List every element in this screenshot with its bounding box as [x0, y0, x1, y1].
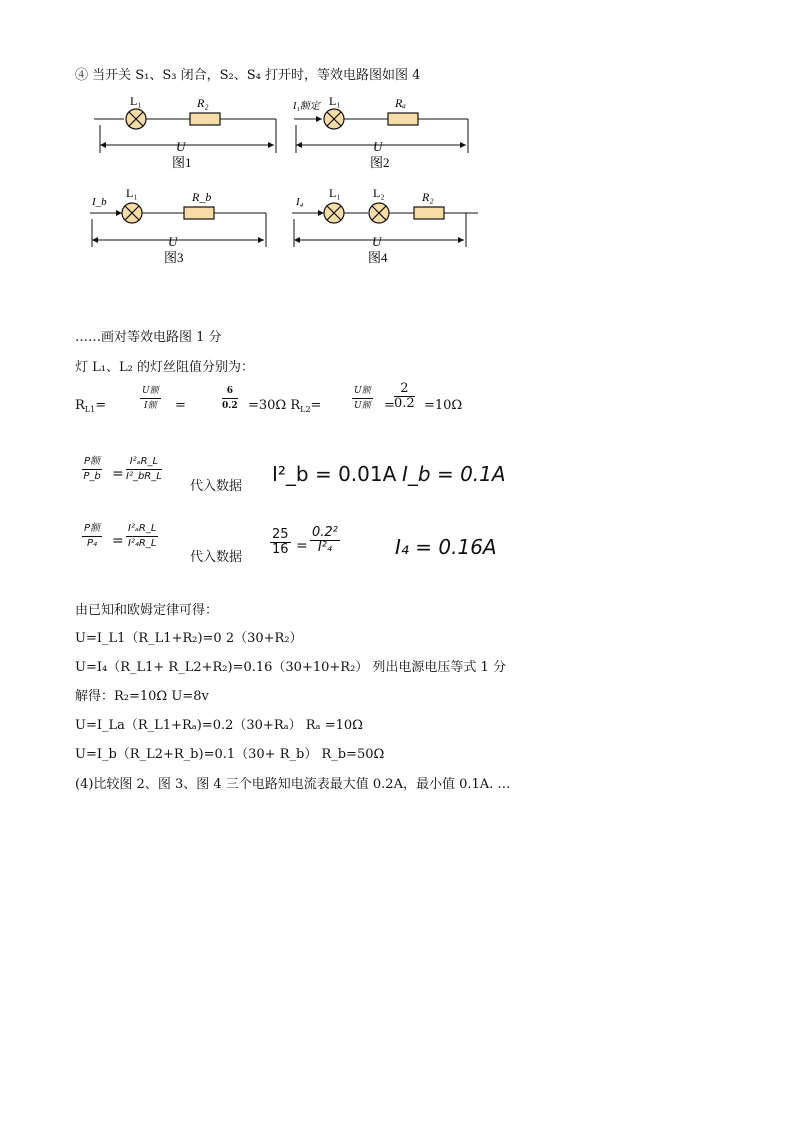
frac-2-over-02: $\frac{2}{0.2}$ [394, 381, 415, 411]
result-2: I₄ = 0.16A [395, 535, 497, 559]
fig3-lamp-label: L₁ [126, 186, 138, 200]
formula2-lhs: P额 P₄ [84, 523, 101, 549]
resistor-rb-symbol [184, 207, 214, 219]
fig1-lamp-label: L₁ [130, 94, 142, 108]
fig4-lamp2-label: L₂ [373, 186, 385, 200]
eq-3: U=I_La（R_L1+Rₐ)=0.2（30+Rₐ） Rₐ =10Ω [75, 718, 363, 733]
solve-line: 解得：R₂=10Ω U=8v [75, 689, 209, 704]
formula2-eq: = [112, 533, 124, 549]
eq-sign-3: = [296, 538, 308, 554]
ohm-intro: 由已知和欧姆定律可得： [75, 603, 219, 618]
result-1b: I_b = 0.1A [402, 462, 506, 486]
rl1-value: =30Ω $R_{L2}=$ [248, 398, 322, 414]
fig2-current-label: I₁额定 [293, 101, 320, 112]
lamp-l2-symbol [369, 203, 389, 223]
figure-3 [90, 186, 266, 265]
frac-02sq-over-i4sq: $\frac{\text{0.2²}}{\text{I²₄}}$ [312, 525, 338, 555]
resistor-r2-symbol [190, 113, 220, 125]
fig4-lamp1-label: L₁ [329, 186, 341, 200]
intro-line: ④ 当开关 S₁、S₃ 闭合，S₂、S₄ 打开时，等效电路图如图 4 [75, 68, 421, 83]
frac-25-over-16: $\frac{25}{16}$ [272, 527, 289, 557]
fig1-caption: 图1 [172, 155, 192, 170]
eq-2: U=I₄（R_L1+ R_L2+R₂)=0.16（30+10+R₂） 列出电源电压等式 1 分 [75, 660, 506, 675]
lamp-l1-symbol [324, 109, 344, 129]
fig2-caption: 图2 [370, 155, 390, 170]
formula1-eq: = [112, 466, 124, 482]
eq-sign-2: = [384, 398, 395, 413]
fig4-voltage-label: U [372, 234, 382, 249]
fig4-current-label: I₄ [296, 196, 304, 208]
resistor-ra-symbol [388, 113, 418, 125]
frac-6-over-02: $\frac{6}{0.2}$ [222, 386, 238, 411]
result-1a: I²_b = 0.01A [272, 462, 397, 486]
formula2-rhs: $\frac{\text{I²ₐR\_L}}{\text{I²₄R\_L}}$ [127, 523, 157, 549]
formula1-rhs: $\frac{\text{I²ₐR\_L}}{\text{I²\_bR\_L}}$ [126, 456, 162, 482]
rl1-label: $R_{L1}=$ [75, 398, 107, 414]
fig1-voltage-label: U [176, 139, 186, 154]
resist-intro: 灯 L₁、L₂ 的灯丝阻值分别为： [75, 360, 254, 375]
figure-1 [94, 94, 276, 170]
figure-4 [292, 186, 478, 265]
eq-sign-1: = [175, 398, 186, 413]
draw-note: ……画对等效电路图 1 分 [75, 330, 222, 345]
substitute-1: 代入数据 [190, 479, 243, 494]
fig2-resistor-label: Rₐ [395, 96, 406, 110]
formula1-lhs: P额 P_b [83, 456, 101, 482]
fig3-resistor-label: R_b [192, 190, 212, 204]
eq-1: U=I_L1（R_L1+R₂)=0 2（30+R₂） [75, 631, 303, 646]
frac-u-over-u: U额 U额 [354, 386, 371, 411]
lamp-l1-symbol [122, 203, 142, 223]
rl2-value: =10Ω [424, 398, 463, 413]
fig4-resistor-label: R₂ [422, 190, 434, 204]
lamp-l1-symbol [324, 203, 344, 223]
fig2-voltage-label: U [373, 139, 383, 154]
frac-u-over-i: U额 I额 [142, 386, 159, 411]
fig4-caption: 图4 [368, 250, 388, 265]
resistor-r2-symbol [414, 207, 444, 219]
fig2-lamp-label: L₁ [329, 94, 341, 108]
figure-2 [292, 94, 468, 170]
lamp-l1-symbol [126, 109, 146, 129]
fig3-caption: 图3 [164, 250, 184, 265]
fig1-resistor-label: R₂ [197, 96, 209, 110]
circuit-figures [80, 85, 500, 275]
conclusion: (4)比较图 2、图 3、图 4 三个电路知电流表最大值 0.2A，最小值 0.1A. … [75, 777, 511, 792]
eq-4: U=I_b（R_L2+R_b)=0.1（30+ R_b） R_b=50Ω [75, 747, 385, 762]
substitute-2: 代入数据 [190, 550, 243, 565]
fig3-current-label: I_b [92, 196, 107, 208]
fig3-voltage-label: U [168, 234, 178, 249]
